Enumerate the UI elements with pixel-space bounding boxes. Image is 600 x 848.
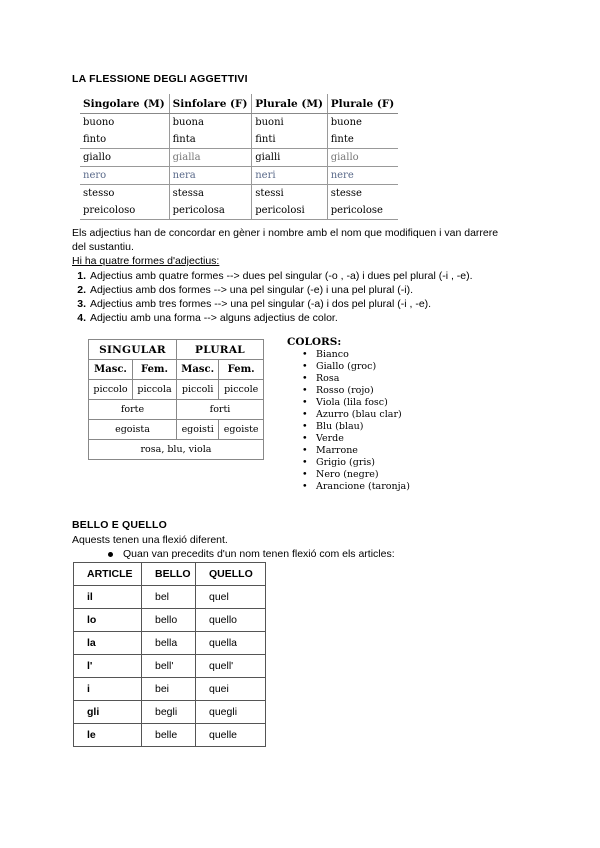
table-cell: gli bbox=[74, 701, 142, 724]
table-cell: gialli bbox=[252, 149, 327, 167]
table-cell: belle bbox=[142, 724, 196, 747]
table-cell: egoista bbox=[89, 420, 177, 440]
table-cell: buona bbox=[169, 114, 252, 132]
list-number: 3. bbox=[77, 298, 86, 310]
list-number: 1. bbox=[77, 270, 86, 282]
list-item bbox=[72, 311, 542, 325]
list-item: • Nero (negre) bbox=[302, 469, 410, 481]
table-cell: quel bbox=[196, 586, 266, 609]
inflection-table bbox=[80, 94, 398, 220]
types-heading: Hi ha quatre formes d'adjectius: bbox=[72, 255, 220, 267]
table-header: Plurale (F) bbox=[327, 94, 398, 114]
table-cell: preicoloso bbox=[80, 202, 169, 220]
table-row bbox=[74, 678, 266, 701]
list-item: • Marrone bbox=[302, 445, 410, 457]
table-cell: bell' bbox=[142, 655, 196, 678]
table-cell: lo bbox=[74, 609, 142, 632]
table-cell: egoiste bbox=[219, 420, 264, 440]
table-header: Singolare (M) bbox=[80, 94, 169, 114]
table-cell: begli bbox=[142, 701, 196, 724]
list-text: Adjectiu amb una forma --> alguns adjectius de color. bbox=[90, 312, 338, 324]
table-cell: buoni bbox=[252, 114, 327, 132]
table-row bbox=[74, 724, 266, 747]
table-cell: rosa, blu, viola bbox=[89, 440, 264, 460]
table-header: BELLO bbox=[142, 563, 196, 586]
table-cell: stessi bbox=[252, 185, 327, 203]
bullet-text: Quan van precedits d'un nom tenen flexió com els articles: bbox=[123, 548, 395, 560]
list-text: Adjectius amb dos formes --> una pel singular (-e) i una pel plural (-i). bbox=[90, 284, 414, 296]
table-cell: il bbox=[74, 586, 142, 609]
table-cell: piccoli bbox=[177, 380, 219, 400]
table-cell: quegli bbox=[196, 701, 266, 724]
table-cell: bei bbox=[142, 678, 196, 701]
page-title: LA FLESSIONE DEGLI AGGETTIVI bbox=[72, 73, 248, 85]
table-cell: bella bbox=[142, 632, 196, 655]
table-cell: bello bbox=[142, 609, 196, 632]
list-item bbox=[72, 297, 542, 311]
table-row bbox=[74, 655, 266, 678]
list-item: • Grigio (gris) bbox=[302, 457, 410, 469]
table-subheader: Fem. bbox=[133, 360, 177, 380]
table-header: SINGULAR bbox=[89, 340, 177, 360]
table-cell: l' bbox=[74, 655, 142, 678]
table-cell: egoisti bbox=[177, 420, 219, 440]
table-cell: giallo bbox=[80, 149, 169, 167]
list-text: Adjectius amb tres formes --> una pel singular (-a) i dos pel plural (-i , -e). bbox=[90, 298, 432, 310]
table-cell: nera bbox=[169, 167, 252, 185]
table-subheader: Fem. bbox=[219, 360, 264, 380]
table-cell: stessa bbox=[169, 185, 252, 203]
article-table bbox=[73, 562, 266, 747]
table-cell: forte bbox=[89, 400, 177, 420]
table-cell: quell' bbox=[196, 655, 266, 678]
table-cell: nere bbox=[327, 167, 398, 185]
list-item: • Bianco bbox=[302, 349, 410, 361]
list-item: • Giallo (groc) bbox=[302, 361, 410, 373]
table-cell: stesso bbox=[80, 185, 169, 203]
table-cell: pericolosi bbox=[252, 202, 327, 220]
intro-line: Els adjectius han de concordar en gèner i nombre amb el nom que modifiquen i van darrere bbox=[72, 227, 499, 239]
table-cell: finto bbox=[80, 131, 169, 149]
colors-title: COLORS: bbox=[287, 336, 342, 348]
section-heading: BELLO E QUELLO bbox=[72, 519, 167, 531]
bullet-item bbox=[108, 547, 395, 561]
table-subheader: Masc. bbox=[177, 360, 219, 380]
table-header: PLURAL bbox=[177, 340, 264, 360]
table-cell: finti bbox=[252, 131, 327, 149]
bullet-icon bbox=[108, 552, 113, 557]
table-row bbox=[74, 701, 266, 724]
list-item: • Rosso (rojo) bbox=[302, 385, 410, 397]
intro-line: del sustantiu. bbox=[72, 241, 134, 253]
table-header: Plurale (M) bbox=[252, 94, 327, 114]
table-cell: quella bbox=[196, 632, 266, 655]
table-cell: piccole bbox=[219, 380, 264, 400]
list-text: Adjectius amb quatre formes --> dues pel singular (-o , -a) i dues pel plural (-i , -e). bbox=[90, 270, 473, 282]
list-item: • Azurro (blau clar) bbox=[302, 409, 410, 421]
table-cell: le bbox=[74, 724, 142, 747]
table-cell: gialla bbox=[169, 149, 252, 167]
table-cell: bel bbox=[142, 586, 196, 609]
table-header: Sinfolare (F) bbox=[169, 94, 252, 114]
table-cell: neri bbox=[252, 167, 327, 185]
list-item: • Blu (blau) bbox=[302, 421, 410, 433]
forms-table bbox=[88, 339, 264, 460]
table-row bbox=[74, 586, 266, 609]
table-header: QUELLO bbox=[196, 563, 266, 586]
list-number: 4. bbox=[77, 312, 86, 324]
table-header: ARTICLE bbox=[74, 563, 142, 586]
table-subheader: Masc. bbox=[89, 360, 133, 380]
table-cell: quei bbox=[196, 678, 266, 701]
table-cell: finte bbox=[327, 131, 398, 149]
table-cell: piccolo bbox=[89, 380, 133, 400]
table-row bbox=[74, 609, 266, 632]
table-cell: finta bbox=[169, 131, 252, 149]
list-item bbox=[72, 269, 542, 283]
table-cell: i bbox=[74, 678, 142, 701]
list-item: • Rosa bbox=[302, 373, 410, 385]
table-cell: quello bbox=[196, 609, 266, 632]
section-text: Aquests tenen una flexió diferent. bbox=[72, 534, 228, 546]
list-item: • Verde bbox=[302, 433, 410, 445]
list-item bbox=[72, 283, 542, 297]
adjective-types-list bbox=[72, 269, 542, 325]
table-cell: la bbox=[74, 632, 142, 655]
colors-list bbox=[302, 349, 410, 493]
table-cell: quelle bbox=[196, 724, 266, 747]
table-cell: giallo bbox=[327, 149, 398, 167]
table-cell: forti bbox=[177, 400, 264, 420]
table-cell: buone bbox=[330, 117, 362, 128]
table-cell: piccola bbox=[133, 380, 177, 400]
table-cell: buono bbox=[80, 114, 169, 132]
intro-paragraph bbox=[72, 226, 542, 268]
table-cell: pericolose bbox=[327, 202, 398, 220]
list-number: 2. bbox=[77, 284, 86, 296]
table-row bbox=[74, 632, 266, 655]
list-item: • Viola (lila fosc) bbox=[302, 397, 410, 409]
table-cell: pericolosa bbox=[169, 202, 252, 220]
list-item: • Arancione (taronja) bbox=[302, 481, 410, 493]
table-cell: stesse bbox=[330, 188, 362, 199]
table-cell: nero bbox=[80, 167, 169, 185]
